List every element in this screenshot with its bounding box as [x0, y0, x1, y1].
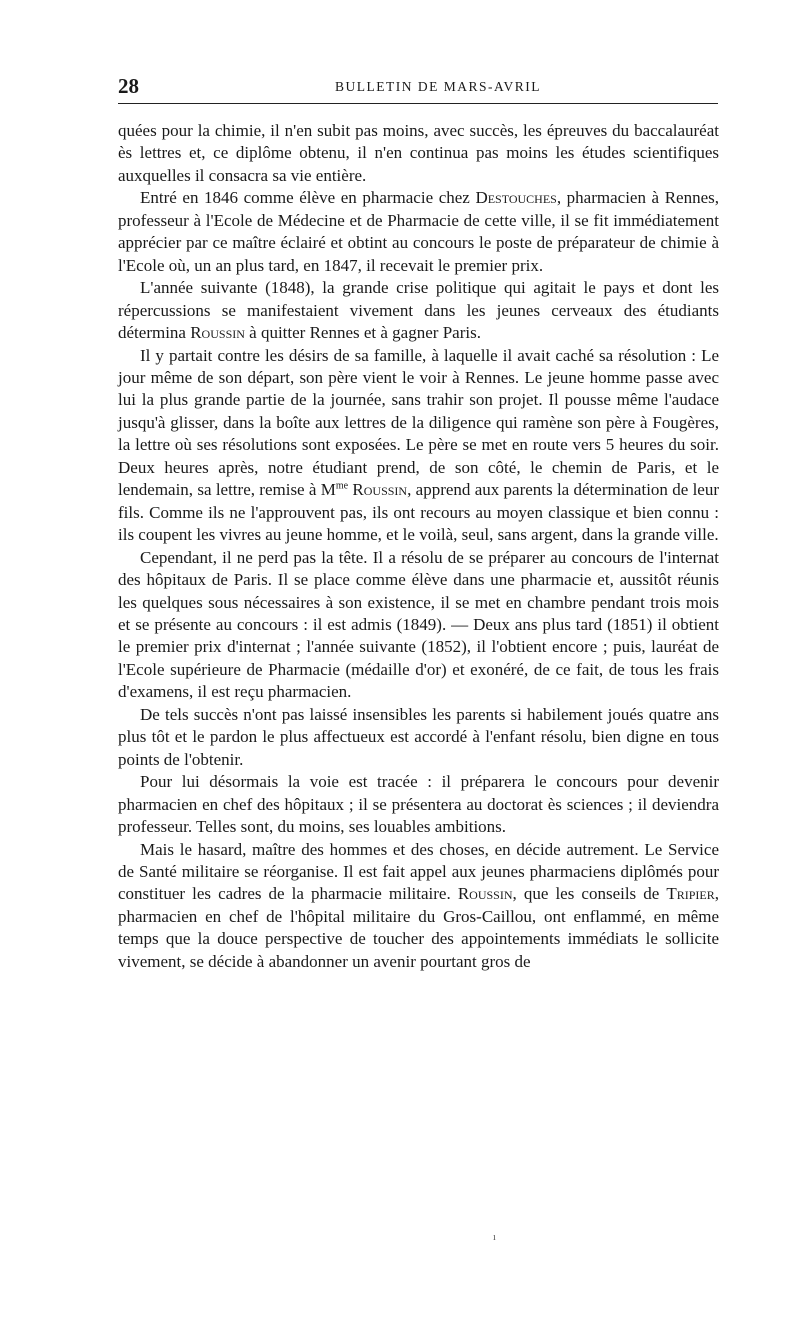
paragraph-text: De tels succès n'ont pas laissé insensibles les parents si habilement joués quatre ans plus tôt et le pardon le plus affectueux est accordé à l'enfant résolu, bien digne en tous points de l'obtenir.: [118, 704, 719, 769]
paragraph-text: Il y partait contre les désirs de sa famille, à laquelle il avait caché sa résolution : Le jour même de son départ, son père vient le voir à Rennes. Le jeune homme passe avec lui la plus grande partie de la journée, sans trahir son projet. Il pousse même l'audace jusqu'à glisser, dans la boîte aux lettres de la diligence qui ramène son père à Fougères, la lettre où ses résolutions sont exposées. Le père se met en route vers 5 heures du soir. Deux heures après, notre étudiant prend, de son côté, le chemin de Paris, et le lendemain, sa lettre, remise à M: [118, 345, 719, 500]
person-name: Destouches: [475, 188, 557, 208]
running-title: BULLETIN DE MARS-AVRIL: [335, 79, 541, 94]
superscript: me: [335, 480, 349, 492]
paragraph-text: , que les conseils de: [512, 884, 667, 904]
page-number: 28: [118, 74, 139, 98]
paragraph-8: [118, 839, 719, 974]
paragraph-2: [118, 187, 719, 277]
paragraph-1: [118, 120, 719, 187]
paragraph-4: [118, 345, 719, 547]
person-name: Roussin: [457, 884, 513, 904]
paragraph-text: à quitter Rennes et à gagner Paris.: [244, 323, 481, 343]
paragraph-text: L'année suivante (1848), la grande crise politique qui agitait le pays et dont les répercussions se manifestaient vivement dans les jeunes cerveaux des étudiants détermina: [118, 278, 719, 343]
paragraph-text: , pharmacien en chef de l'hôpital militaire du Gros-Caillou, ont enflammé, en même temps que la douce perspective de toucher des appointements immédiats le sollicite vivement, se décide à abandonner un avenir pourtant gros de: [118, 884, 720, 971]
print-mark: ı: [493, 1232, 496, 1243]
paragraph-text: Mais le hasard, maître des hommes et des choses, en décide autrement. Le Service de Santé militaire se réorganise. Il est fait appel aux jeunes pharmaciens diplômés pour constituer les cadres de la pharmacie militaire.: [118, 839, 719, 904]
paragraph-text: Pour lui désormais la voie est tracée : il préparera le concours pour devenir pharmacien en chef des hôpitaux ; il se présentera au doctorat ès sciences ; il deviendra professeur. Telles sont, du moins, ses louables ambitions.: [118, 772, 719, 837]
body-text: [118, 120, 719, 973]
page-header: [118, 72, 718, 100]
paragraph-3: [118, 277, 719, 344]
paragraph-5: [118, 547, 719, 704]
person-name: Roussin: [352, 480, 408, 500]
person-name: Tripier: [666, 884, 715, 904]
paragraph-text: Entré en 1846 comme élève en pharmacie chez: [140, 188, 476, 208]
paragraph-text: quées pour la chimie, il n'en subit pas moins, avec succès, les épreuves du baccalauréat ès lettres et, ce diplôme obtenu, il n'en continua pas moins les études scientifiques auxquelles il consacra sa vie entière.: [118, 121, 719, 185]
paragraph-text: Cependant, il ne perd pas la tête. Il a résolu de se préparer au concours de l'internat des hôpitaux de Paris. Il se place comme élève dans une pharmacie et, aussitôt réunis les quelques sous nécessaires à son existence, il se met en chambre pendant trois mois et se présente au concours : il est admis (1849). — Deux ans plus tard (1851) il obtient le premier prix d'internat ; l'année suivante (1852), il l'obtient encore ; puis, lauréat de l'Ecole supérieure de Pharmacie (médaille d'or) et exonéré, de ce fait, de tous les frais d'examens, il est reçu pharmacien.: [118, 547, 719, 702]
paragraph-7: [118, 771, 719, 838]
person-name: Roussin: [190, 323, 245, 343]
paragraph-text: , pharmacien à Rennes, professeur à l'Ecole de Médecine et de Pharmacie de cette ville, il se fit immédiatement apprécier par ce maître éclairé et obtint au concours le poste de préparateur de chimie à l'Ecole où, un an plus tard, en 1847, il recevait le premier prix.: [118, 188, 719, 275]
paragraph-6: [118, 704, 719, 771]
paragraph-text: , apprend aux parents la détermination de leur fils. Comme ils ne l'approuvent pas, ils ont recours au moyen classique et bien connu : ils coupent les vivres au jeune homme, et le voilà, seul, sans argent, dans la grande ville.: [118, 480, 720, 545]
header-rule: [118, 103, 718, 104]
